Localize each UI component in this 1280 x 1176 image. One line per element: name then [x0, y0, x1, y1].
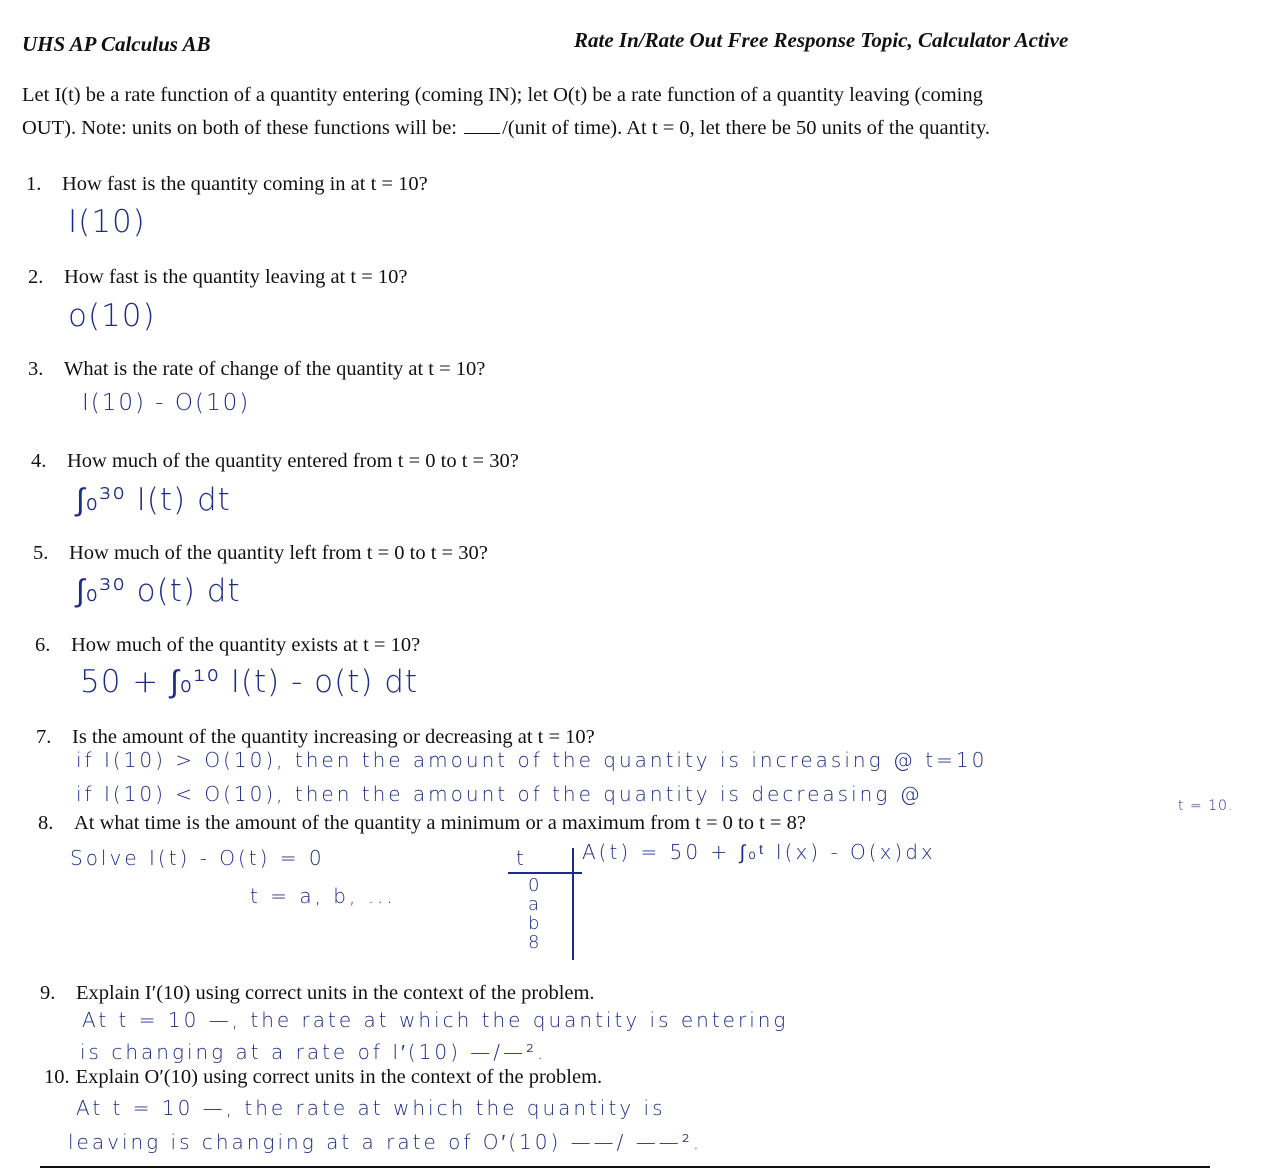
answer-7-line-2: if I(10) < O(10), then the amount of the quantity is decreasing @	[76, 782, 923, 806]
question-8	[38, 812, 806, 835]
intro-line-2b: /(unit of time). At t = 0, let there be 50 units of the quantity.	[502, 117, 991, 139]
t-value: 0	[528, 875, 541, 896]
question-number: 10.	[44, 1066, 70, 1088]
question-7	[36, 726, 595, 749]
question-text: Is the amount of the quantity increasing or decreasing at t = 10?	[72, 726, 595, 748]
question-number: 4.	[31, 450, 47, 472]
question-number: 1.	[26, 173, 42, 195]
answer-8-times: t = a, b, ...	[250, 884, 396, 908]
question-text: How much of the quantity entered from t = 0 to t = 30?	[67, 450, 519, 472]
answer-8-solve: Solve I(t) - O(t) = 0	[70, 846, 325, 870]
question-2	[28, 266, 407, 289]
question-3	[28, 358, 485, 381]
table-t-header: t	[516, 846, 527, 870]
t-value: b	[528, 913, 541, 934]
question-1	[26, 173, 428, 196]
course-title: UHS AP Calculus AB	[22, 32, 211, 56]
t-value: 8	[528, 932, 541, 953]
question-text: How fast is the quantity coming in at t = 10?	[62, 173, 428, 195]
answer-7-line-3: t = 10.	[1178, 798, 1234, 814]
intro-line-2a: OUT). Note: units on both of these functions will be:	[22, 117, 457, 139]
answer-10-line-2: leaving is changing at a rate of O′(10) ——/ ——².	[68, 1130, 703, 1154]
answer-4: ∫₀³⁰ I(t) dt	[76, 482, 231, 518]
answer-7-line-1: if I(10) > O(10), then the amount of the quantity is increasing @ t=10	[76, 748, 988, 772]
question-9	[40, 982, 595, 1005]
question-text: How fast is the quantity leaving at t = 10?	[64, 266, 408, 288]
question-10	[44, 1066, 602, 1089]
question-number: 3.	[28, 358, 44, 380]
intro-line-2	[22, 117, 990, 140]
question-4	[31, 450, 519, 473]
question-number: 2.	[28, 266, 44, 288]
answer-3: I(10) - O(10)	[82, 390, 251, 416]
t-value: a	[528, 894, 541, 915]
units-blank	[464, 132, 500, 134]
table-header-rule	[508, 872, 582, 874]
table-divider	[572, 848, 574, 960]
answer-1: I(10)	[68, 204, 146, 240]
question-text: At what time is the amount of the quantity a minimum or a maximum from t = 0 to t = 8?	[74, 812, 806, 834]
answer-9-line-2: is changing at a rate of I′(10) —/—².	[80, 1040, 547, 1064]
answer-2: o(10)	[68, 298, 156, 334]
intro-line-1: Let I(t) be a rate function of a quantity entering (coming IN); let O(t) be a rate function of a quantity leaving (coming	[22, 84, 983, 106]
question-6	[35, 634, 420, 657]
question-5	[33, 542, 488, 565]
question-text: How much of the quantity exists at t = 10?	[71, 634, 421, 656]
question-number: 9.	[40, 982, 56, 1004]
question-number: 8.	[38, 812, 54, 834]
answer-9-line-1: At t = 10 —, the rate at which the quantity is entering	[82, 1008, 789, 1032]
question-text: What is the rate of change of the quantity at t = 10?	[64, 358, 486, 380]
answer-5: ∫₀³⁰ o(t) dt	[76, 573, 241, 609]
question-number: 7.	[36, 726, 52, 748]
worksheet-title: Rate In/Rate Out Free Response Topic, Calculator Active	[574, 28, 1069, 52]
table-t-values	[528, 876, 548, 952]
question-text: Explain O′(10) using correct units in the context of the problem.	[75, 1066, 603, 1088]
question-number: 5.	[33, 542, 49, 564]
answer-10-line-1: At t = 10 —, the rate at which the quantity is	[76, 1096, 666, 1120]
table-a-header: A(t) = 50 + ∫₀ᵗ I(x) - O(x)dx	[582, 840, 936, 864]
answer-6: 50 + ∫₀¹⁰ I(t) - o(t) dt	[80, 664, 419, 700]
question-text: Explain I′(10) using correct units in the context of the problem.	[76, 982, 595, 1004]
bottom-rule	[40, 1166, 1210, 1168]
question-number: 6.	[35, 634, 51, 656]
question-text: How much of the quantity left from t = 0 to t = 30?	[69, 542, 488, 564]
